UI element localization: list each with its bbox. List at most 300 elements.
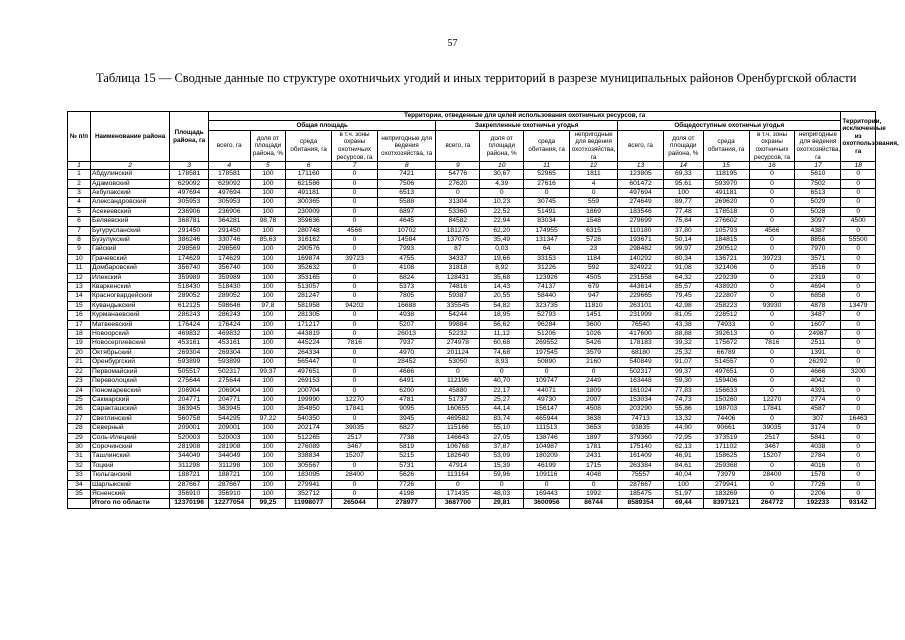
- table-cell: 3638: [570, 414, 618, 423]
- table-cell: 175672: [703, 339, 749, 348]
- table-cell: Пономаревский: [90, 386, 169, 395]
- table-cell: 0: [749, 367, 795, 376]
- table-cell: Саракташский: [90, 405, 169, 414]
- table-cell: 10: [68, 254, 91, 263]
- table-cell: Октябрьский: [90, 348, 169, 357]
- table-cell: 33153: [524, 254, 570, 263]
- table-cell: 178581: [208, 170, 250, 179]
- table-cell: 0: [841, 377, 876, 386]
- table-cell: 39723: [332, 254, 378, 263]
- table-cell: 0: [749, 273, 795, 282]
- table-row: [68, 489, 876, 498]
- table-cell: 3467: [332, 442, 378, 451]
- table-cell: 276602: [703, 217, 749, 226]
- table-caption: Таблица 15 — Сводные данные по структуре охотничьих угодий и иных территорий в разрезе муниципальных районов Оренбургской области: [96, 71, 857, 85]
- table-cell: 311298: [170, 461, 209, 470]
- table-cell: 0: [841, 292, 876, 301]
- table-cell: 231999: [618, 311, 664, 320]
- table-cell: 25,32: [663, 348, 703, 357]
- table-cell: 4508: [570, 405, 618, 414]
- table-cell: 0: [841, 442, 876, 451]
- table-cell: 180209: [524, 452, 570, 461]
- table-cell: Ясненский: [90, 489, 169, 498]
- table-cell: 229239: [703, 273, 749, 282]
- table-cell: 51491: [524, 207, 570, 216]
- table-cell: 4: [68, 198, 91, 207]
- table-row: [68, 273, 876, 282]
- table-cell: 258223: [703, 301, 749, 310]
- table-cell: 359636: [286, 217, 332, 226]
- table-cell: 4666: [795, 367, 841, 376]
- table-cell: 188721: [170, 471, 209, 480]
- table-cell: 5028: [795, 207, 841, 216]
- table-cell: 7738: [377, 433, 435, 442]
- table-cell: 100: [250, 424, 285, 433]
- table-cell: Переволоцкий: [90, 377, 169, 386]
- table-cell: 123926: [524, 273, 570, 282]
- table-cell: 0: [749, 264, 795, 273]
- table-cell: 3516: [795, 264, 841, 273]
- table-cell: 491181: [703, 188, 749, 197]
- table-cell: 0: [841, 283, 876, 292]
- table-cell: 0: [749, 207, 795, 216]
- table-cell: 3200: [841, 367, 876, 376]
- table-cell: 18: [68, 330, 91, 339]
- table-cell: 6897: [377, 207, 435, 216]
- table-cell: 25,27: [480, 395, 524, 404]
- table-cell: 0: [841, 433, 876, 442]
- table-cell: 0: [570, 188, 618, 197]
- table-cell: 335545: [436, 301, 480, 310]
- table-cell: 0: [332, 367, 378, 376]
- table-cell: 364281: [208, 217, 250, 226]
- table-cell: 14,43: [480, 283, 524, 292]
- table-cell: 1715: [570, 461, 618, 470]
- table-cell: 0: [841, 395, 876, 404]
- table-cell: 163448: [618, 377, 664, 386]
- table-cell: 0: [841, 424, 876, 433]
- table-cell: 269153: [286, 377, 332, 386]
- table-cell: 99,37: [250, 367, 285, 376]
- table-cell: 1: [68, 170, 91, 179]
- table-cell: 2774: [795, 395, 841, 404]
- table-cell: 4587: [795, 405, 841, 414]
- table-cell: 16: [749, 162, 795, 170]
- table-cell: 7421: [377, 170, 435, 179]
- table-cell: 5029: [795, 198, 841, 207]
- table-row: [68, 320, 876, 329]
- table-cell: 9095: [377, 405, 435, 414]
- table-cell: 3653: [570, 424, 618, 433]
- table-cell: 188721: [208, 471, 250, 480]
- table-cell: 0: [841, 358, 876, 367]
- table-cell: 131347: [524, 236, 570, 245]
- table-cell: 4: [570, 179, 618, 188]
- table-cell: 2449: [570, 377, 618, 386]
- table-cell: 5: [68, 207, 91, 216]
- header-no: № п/п: [68, 112, 91, 162]
- table-cell: 91,08: [663, 264, 703, 273]
- table-row: [68, 433, 876, 442]
- table-cell: 344049: [208, 452, 250, 461]
- table-cell: 1026: [570, 330, 618, 339]
- table-cell: 445224: [286, 339, 332, 348]
- table-cell: 0: [332, 245, 378, 254]
- table-cell: 24987: [795, 330, 841, 339]
- table-cell: 21: [68, 358, 91, 367]
- table-cell: 15: [68, 301, 91, 310]
- table-cell: 72,95: [663, 433, 703, 442]
- table-cell: 53360: [436, 207, 480, 216]
- table-cell: 100: [250, 386, 285, 395]
- table-cell: 8,92: [480, 264, 524, 273]
- table-cell: 34: [68, 480, 91, 489]
- table-cell: 15,39: [480, 461, 524, 470]
- table-cell: 228512: [703, 311, 749, 320]
- header-public-zones: в т.ч. зоны охраны охотничьих ресурсов, га: [749, 130, 795, 161]
- table-cell: 0: [841, 471, 876, 480]
- table-cell: 0: [332, 179, 378, 188]
- table-cell: Асекеевский: [90, 207, 169, 216]
- table-row: [68, 283, 876, 292]
- table-cell: 137075: [436, 236, 480, 245]
- table-cell: 6491: [377, 377, 435, 386]
- table-cell: 40,70: [480, 377, 524, 386]
- table-cell: 469832: [170, 330, 209, 339]
- table-cell: Первомайский: [90, 367, 169, 376]
- table-cell: 443819: [286, 330, 332, 339]
- table-cell: 2517: [332, 433, 378, 442]
- table-cell: 62,20: [480, 226, 524, 235]
- table-cell: Новосергиевский: [90, 339, 169, 348]
- table-cell: 3600: [570, 320, 618, 329]
- table-row: [68, 254, 876, 263]
- table-cell: 1548: [570, 217, 618, 226]
- table-cell: 10702: [377, 226, 435, 235]
- table-cell: 44071: [524, 386, 570, 395]
- header-habitat: среда обитания, га: [286, 130, 332, 161]
- table-cell: 74,73: [663, 395, 703, 404]
- table-cell: Красногвардейский: [90, 292, 169, 301]
- table-cell: 0: [332, 207, 378, 216]
- table-cell: 281908: [208, 442, 250, 451]
- table-cell: Кувандыкский: [90, 301, 169, 310]
- table-cell: 12: [68, 273, 91, 282]
- table-cell: 0: [841, 245, 876, 254]
- table-cell: 18,95: [480, 311, 524, 320]
- table-cell: 31304: [436, 198, 480, 207]
- table-cell: 37,87: [480, 442, 524, 451]
- table-cell: 0: [749, 236, 795, 245]
- table-cell: 100: [250, 442, 285, 451]
- table-row: [68, 292, 876, 301]
- table-cell: 281247: [286, 292, 332, 301]
- table-cell: 2511: [795, 339, 841, 348]
- table-cell: 0: [332, 461, 378, 470]
- table-cell: 0: [841, 330, 876, 339]
- table-cell: 0: [841, 348, 876, 357]
- table-cell: 55,10: [480, 424, 524, 433]
- table-cell: 7726: [795, 480, 841, 489]
- header-excluded: Территории, исключенные из охотпользования, га: [841, 112, 876, 162]
- table-cell: 51,97: [663, 489, 703, 498]
- table-cell: 17841: [749, 405, 795, 414]
- table-cell: Светлинский: [90, 414, 169, 423]
- table-cell: 298482: [618, 245, 664, 254]
- table-cell: 6827: [377, 424, 435, 433]
- header-fixed-lands: Закрепленные охотничьи угодья: [436, 121, 618, 130]
- table-cell: 7993: [377, 245, 435, 254]
- table-cell: 35: [68, 489, 91, 498]
- table-cell: 26: [68, 405, 91, 414]
- table-cell: 3945: [377, 414, 435, 423]
- header-total-ga: всего, га: [208, 130, 250, 161]
- table-cell: 2206: [795, 489, 841, 498]
- header-fixed-unfit: непригодные для ведения охотхозяйства, га: [570, 130, 618, 161]
- table-cell: Акбулакский: [90, 188, 169, 197]
- table-cell: 4387: [795, 226, 841, 235]
- table-cell: 2319: [795, 273, 841, 282]
- table-row: [68, 377, 876, 386]
- table-cell: 27616: [524, 179, 570, 188]
- table-cell: 68180: [618, 348, 664, 357]
- table-cell: 98,78: [250, 217, 285, 226]
- table-cell: 274649: [618, 198, 664, 207]
- table-cell: 184815: [703, 236, 749, 245]
- table-cell: 34337: [436, 254, 480, 263]
- table-cell: 491181: [286, 188, 332, 197]
- table-cell: 73979: [703, 471, 749, 480]
- table-cell: 113164: [436, 471, 480, 480]
- table-cell: 7816: [332, 339, 378, 348]
- table-row: [68, 207, 876, 216]
- table-cell: 30: [68, 442, 91, 451]
- table-cell: Итого по области: [90, 499, 169, 508]
- table-cell: 22,94: [480, 217, 524, 226]
- table-cell: 104987: [524, 442, 570, 451]
- table-cell: 453161: [208, 339, 250, 348]
- table-cell: 502317: [208, 367, 250, 376]
- table-cell: 2160: [570, 358, 618, 367]
- table-cell: 44,90: [663, 424, 703, 433]
- table-cell: 1607: [795, 320, 841, 329]
- table-row: [68, 311, 876, 320]
- table-cell: 185475: [618, 489, 664, 498]
- table-cell: 22,52: [480, 207, 524, 216]
- table-cell: 40,04: [663, 471, 703, 480]
- table-cell: 368781: [170, 217, 209, 226]
- table-cell: 502317: [618, 367, 664, 376]
- table-cell: 83,74: [480, 414, 524, 423]
- table-cell: 0: [480, 188, 524, 197]
- table-cell: 100: [250, 471, 285, 480]
- table-cell: 100: [250, 489, 285, 498]
- table-cell: 1897: [570, 433, 618, 442]
- table-cell: 100: [250, 170, 285, 179]
- table-cell: 354850: [286, 405, 332, 414]
- table-cell: 3: [68, 188, 91, 197]
- table-cell: Новоорский: [90, 330, 169, 339]
- table-cell: 17: [795, 162, 841, 170]
- table-cell: 23: [570, 245, 618, 254]
- table-cell: 4016: [795, 461, 841, 470]
- table-cell: 64: [524, 245, 570, 254]
- table-cell: 100: [250, 264, 285, 273]
- table-cell: 5626: [377, 471, 435, 480]
- table-cell: 100: [250, 358, 285, 367]
- table-cell: 1781: [570, 442, 618, 451]
- table-cell: 100: [250, 330, 285, 339]
- table-cell: 6: [286, 162, 332, 170]
- table-cell: 3579: [570, 348, 618, 357]
- table-cell: 169443: [524, 489, 570, 498]
- table-cell: 497651: [286, 367, 332, 376]
- table-cell: 183095: [286, 471, 332, 480]
- table-cell: 311298: [208, 461, 250, 470]
- table-cell: 22,17: [480, 386, 524, 395]
- table-cell: 95,61: [663, 179, 703, 188]
- table-cell: Оренбургский: [90, 358, 169, 367]
- table-cell: 0: [841, 489, 876, 498]
- table-cell: 269552: [524, 339, 570, 348]
- table-row: [68, 264, 876, 273]
- table-cell: 0: [841, 461, 876, 470]
- table-cell: 74713: [618, 414, 664, 423]
- table-cell: 0: [480, 480, 524, 489]
- table-cell: 16688: [377, 301, 435, 310]
- table-cell: 497694: [618, 188, 664, 197]
- table-cell: 11998077: [286, 499, 332, 508]
- table-cell: 0: [332, 170, 378, 179]
- table-cell: 1: [68, 162, 91, 170]
- table-cell: 35,49: [480, 236, 524, 245]
- table-cell: 81,05: [663, 311, 703, 320]
- table-cell: 7816: [749, 339, 795, 348]
- table-cell: 0: [570, 367, 618, 376]
- table-cell: 20: [68, 348, 91, 357]
- table-cell: 3571: [795, 254, 841, 263]
- table-cell: 2517: [749, 433, 795, 442]
- table-cell: 438920: [703, 283, 749, 292]
- table-cell: 0: [332, 264, 378, 273]
- table-cell: 80,34: [663, 254, 703, 263]
- table-cell: 140292: [618, 254, 664, 263]
- table-cell: 12270: [332, 395, 378, 404]
- table-cell: 83034: [524, 217, 570, 226]
- table-cell: 0: [332, 480, 378, 489]
- table-cell: 5610: [795, 170, 841, 179]
- table-cell: 171217: [286, 320, 332, 329]
- table-cell: 8: [68, 236, 91, 245]
- table-cell: 138746: [524, 433, 570, 442]
- table-cell: 110180: [618, 226, 664, 235]
- table-cell: 100: [250, 452, 285, 461]
- table-cell: 0: [570, 480, 618, 489]
- table-cell: 5426: [570, 339, 618, 348]
- table-cell: Соль-Илецкий: [90, 433, 169, 442]
- table-cell: 3687700: [436, 499, 480, 508]
- table-cell: 4108: [377, 264, 435, 273]
- table-cell: 298569: [208, 245, 250, 254]
- table-cell: 291450: [208, 226, 250, 235]
- table-cell: 39035: [332, 424, 378, 433]
- table-cell: 100: [250, 480, 285, 489]
- table-cell: 31: [68, 452, 91, 461]
- table-cell: 8,93: [480, 358, 524, 367]
- table-cell: 84,61: [663, 461, 703, 470]
- table-cell: 0: [332, 188, 378, 197]
- table-cell: 29,81: [480, 499, 524, 508]
- table-cell: 7970: [795, 245, 841, 254]
- table-cell: 100: [250, 188, 285, 197]
- table-row: [68, 414, 876, 423]
- table-cell: 4755: [377, 254, 435, 263]
- table-cell: 1578: [795, 471, 841, 480]
- table-cell: 100: [250, 207, 285, 216]
- table-cell: 0: [332, 414, 378, 423]
- table-cell: 91,07: [663, 358, 703, 367]
- table-cell: 356910: [208, 489, 250, 498]
- table-row: [68, 480, 876, 489]
- table-cell: 55,86: [663, 405, 703, 414]
- table-cell: 276089: [286, 442, 332, 451]
- table-cell: 417600: [618, 330, 664, 339]
- table-cell: 278977: [377, 499, 435, 508]
- table-cell: 560758: [170, 414, 209, 423]
- table-cell: 112196: [436, 377, 480, 386]
- table-cell: 0: [749, 188, 795, 197]
- table-cell: 159406: [703, 377, 749, 386]
- table-cell: 26013: [377, 330, 435, 339]
- table-cell: 305953: [170, 198, 209, 207]
- table-cell: Кваркенский: [90, 283, 169, 292]
- header-fixed-share: доля от площади района, %: [480, 130, 524, 161]
- table-cell: 0: [524, 367, 570, 376]
- table-cell: 279699: [618, 217, 664, 226]
- table-cell: 231558: [618, 273, 664, 282]
- table-row: [68, 245, 876, 254]
- table-cell: 4645: [377, 217, 435, 226]
- table-cell: 3600956: [524, 499, 570, 508]
- table-cell: 305953: [208, 198, 250, 207]
- table-cell: 23: [68, 377, 91, 386]
- table-cell: 100: [250, 226, 285, 235]
- table-cell: 8589354: [618, 499, 664, 508]
- table-cell: 0: [332, 217, 378, 226]
- table-cell: 54244: [436, 311, 480, 320]
- table-cell: 27620: [436, 179, 480, 188]
- table-cell: 5373: [377, 283, 435, 292]
- table-cell: 4878: [795, 301, 841, 310]
- table-cell: 182640: [436, 452, 480, 461]
- table-cell: 0: [841, 273, 876, 282]
- table-cell: 11: [68, 264, 91, 273]
- table-cell: 7: [332, 162, 378, 170]
- table-cell: 84582: [436, 217, 480, 226]
- table-cell: 203290: [618, 405, 664, 414]
- table-cell: 15207: [749, 452, 795, 461]
- table-cell: 540350: [286, 414, 332, 423]
- table-cell: 592: [570, 264, 618, 273]
- table-cell: 7: [68, 226, 91, 235]
- table-cell: 8856: [795, 236, 841, 245]
- table-cell: 0: [749, 480, 795, 489]
- table-cell: 0: [841, 207, 876, 216]
- table-cell: 2784: [795, 452, 841, 461]
- table-cell: 3097: [795, 217, 841, 226]
- table-cell: 93142: [841, 499, 876, 508]
- table-cell: 5841: [795, 433, 841, 442]
